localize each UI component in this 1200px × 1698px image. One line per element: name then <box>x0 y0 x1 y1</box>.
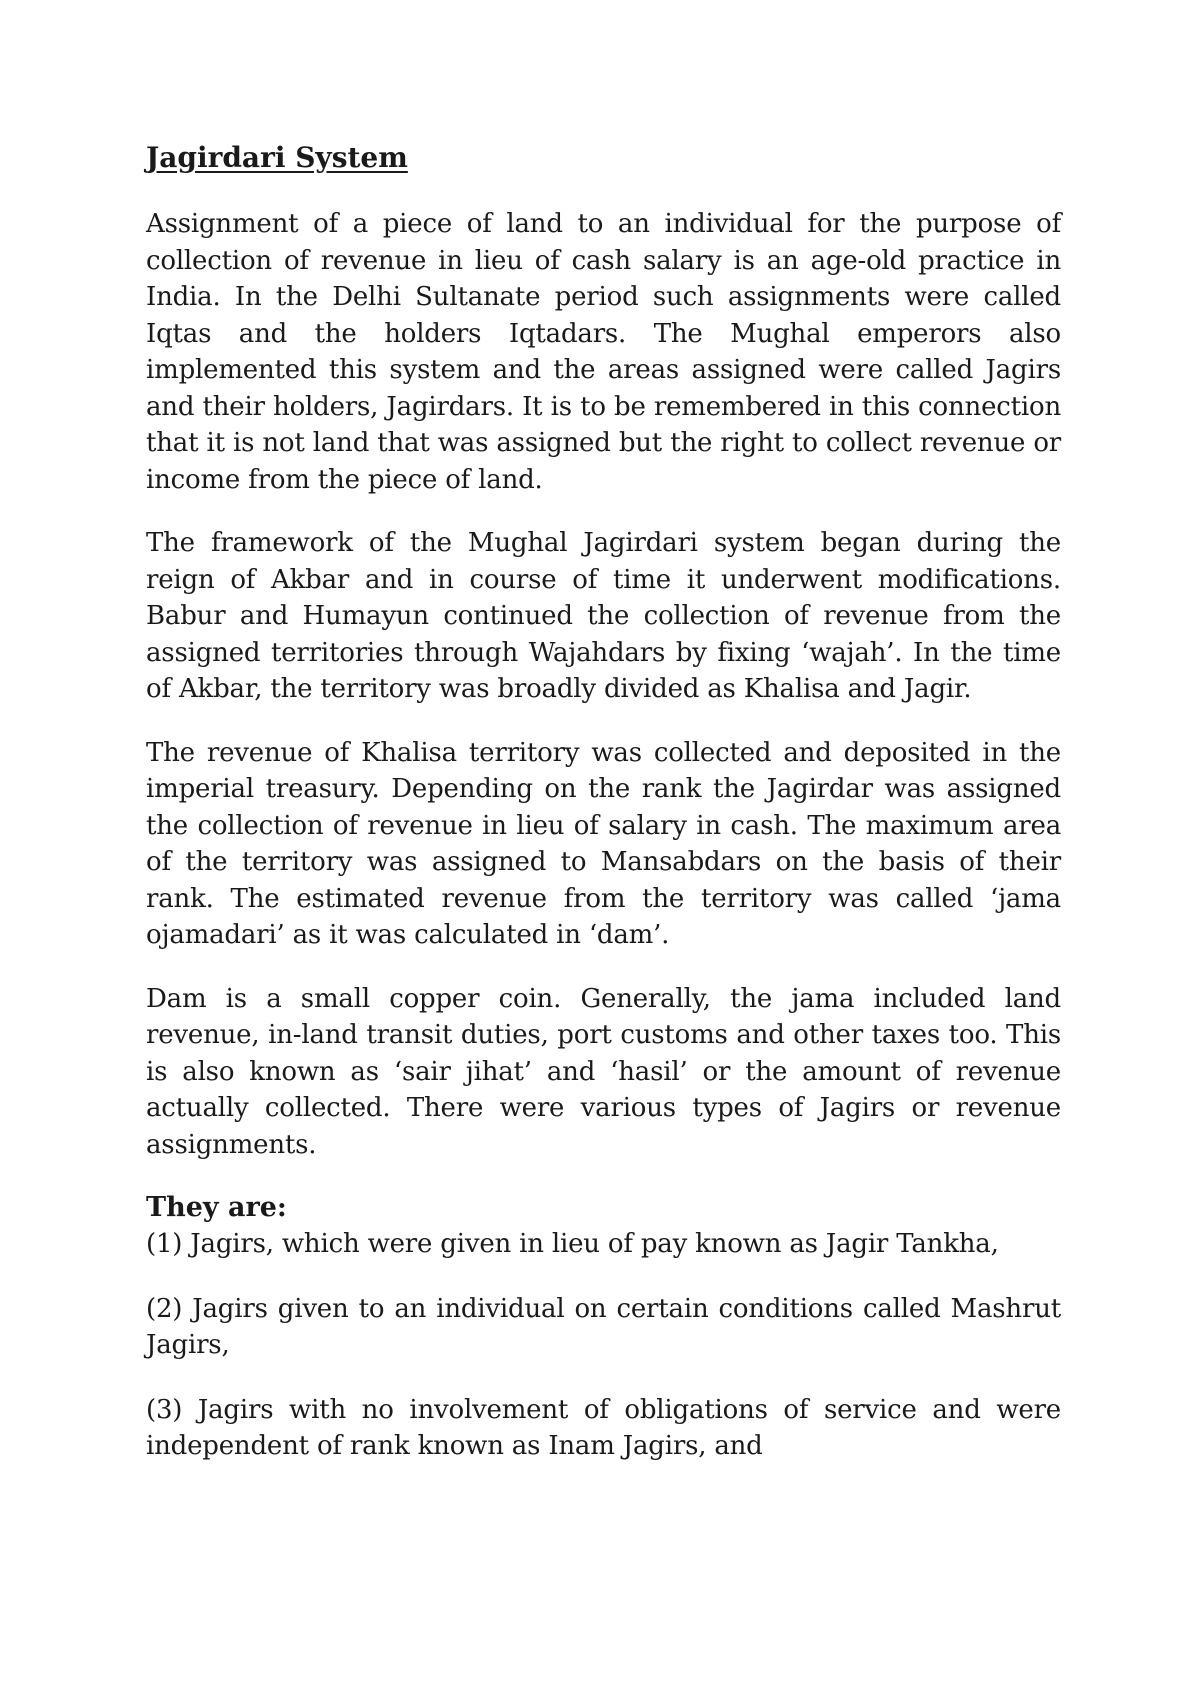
document-page <box>146 140 1061 1493</box>
paragraph-intro: Assignment of a piece of land to an individual for the purpose of collection of revenue in lieu of cash salary is an age-old practice in India. In the Delhi Sultanate period such assignments were called Iqtas and the holders Iqtadars. The Mughal emperors also implemented this system and the areas assigned were called Jagirs and their holders, Jagirdars. It is to be remembered in this connection that it is not land that was assigned but the right to collect revenue or income from the piece of land. <box>146 209 1061 495</box>
paragraph-dam: Dam is a small copper coin. Generally, the jama included land revenue, in-land transit duties, port customs and other taxes too. This is also known as ‘sair jihat’ and ‘hasil’ or the amount of revenue actually collected. There were various types of Jagirs or revenue assignments. <box>146 983 1061 1160</box>
list-item: (1) Jagirs, which were given in lieu of pay known as Jagir Tankha, <box>146 1229 999 1260</box>
paragraph-framework: The framework of the Mughal Jagirdari system began during the reign of Akbar and in course of time it underwent modifications. Babur and Humayun continued the collection of revenue from the assigned territories through Wajahdars by fixing ‘wajah’. In the time of Akbar, the territory was broadly divided as Khalisa and Jagir. <box>146 528 1061 705</box>
list-heading: They are: <box>146 1192 287 1224</box>
paragraph-khalisa: The revenue of Khalisa territory was collected and deposited in the imperial treasury. Depending on the rank the Jagirdar was assigned the collection of revenue in lieu of salary in cash. The maximum area of the territory was assigned to Mansabdars on the basis of their rank. The estimated revenue from the territory was called ‘jama ojamadari’ as it was calculated in ‘dam’. <box>146 737 1061 951</box>
document-title: Jagirdari System <box>146 141 408 174</box>
list-item: (3) Jagirs with no involvement of obligations of service and were independent of rank known as Inam Jagirs, and <box>146 1394 1061 1462</box>
list-item: (2) Jagirs given to an individual on certain conditions called Mashrut Jagirs, <box>146 1293 1061 1361</box>
